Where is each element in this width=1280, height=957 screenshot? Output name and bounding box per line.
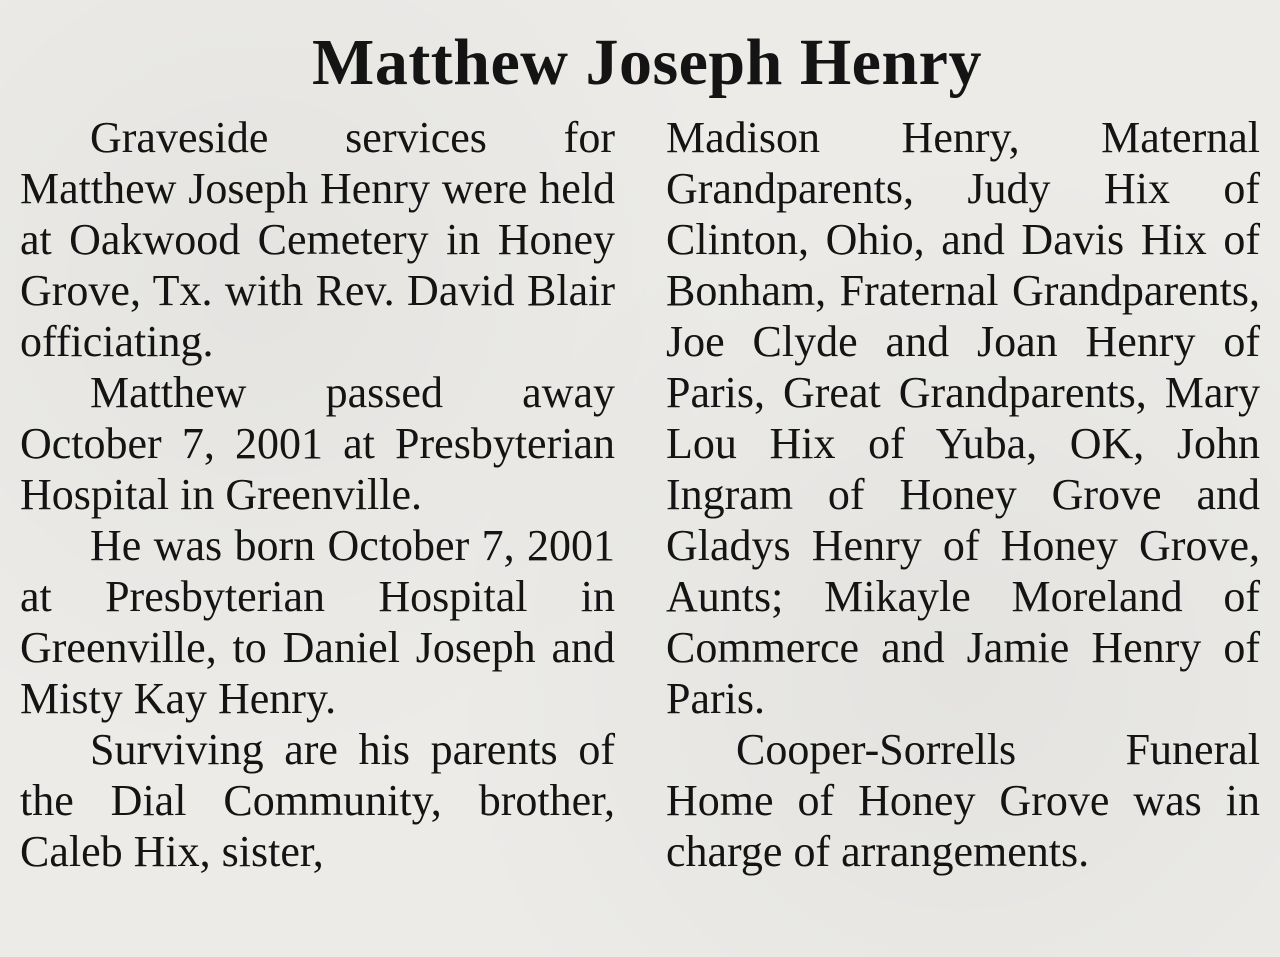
paragraph-surviving-continued: Madison Henry, Maternal Grandparents, Judy Hix of Clinton, Ohio, and Davis Hix of Bonham, Fraternal Grandparents, Joe Clyde and Joan Henry of Paris, Great Grandparents, Mary Lou Hix of Yuba, OK, John Ingram of Honey Grove and Gladys Henry of Honey Grove, Aunts; Mikayle Moreland of Commerce and Jamie Henry of Paris. [666,113,1260,723]
paragraph-funeral-home: Cooper-Sorrells Funeral Home of Honey Grove was in charge of arrangements. [666,725,1260,876]
right-column [666,112,1260,877]
obituary-title: Matthew Joseph Henry [312,26,982,99]
paragraph-passed-away: Matthew passed away October 7, 2001 at Presbyterian Hospital in Greenville. [20,368,615,519]
paragraph-services: Graveside services for Matthew Joseph Henry were held at Oakwood Cemetery in Honey Grove, Tx. with Rev. David Blair officiating. [20,113,615,366]
left-column [20,112,615,877]
paragraph-born: He was born October 7, 2001 at Presbyterian Hospital in Greenville, to Daniel Joseph and Misty Kay Henry. [20,521,615,723]
paragraph-surviving: Surviving are his parents of the Dial Community, brother, Caleb Hix, sister, [20,725,615,876]
